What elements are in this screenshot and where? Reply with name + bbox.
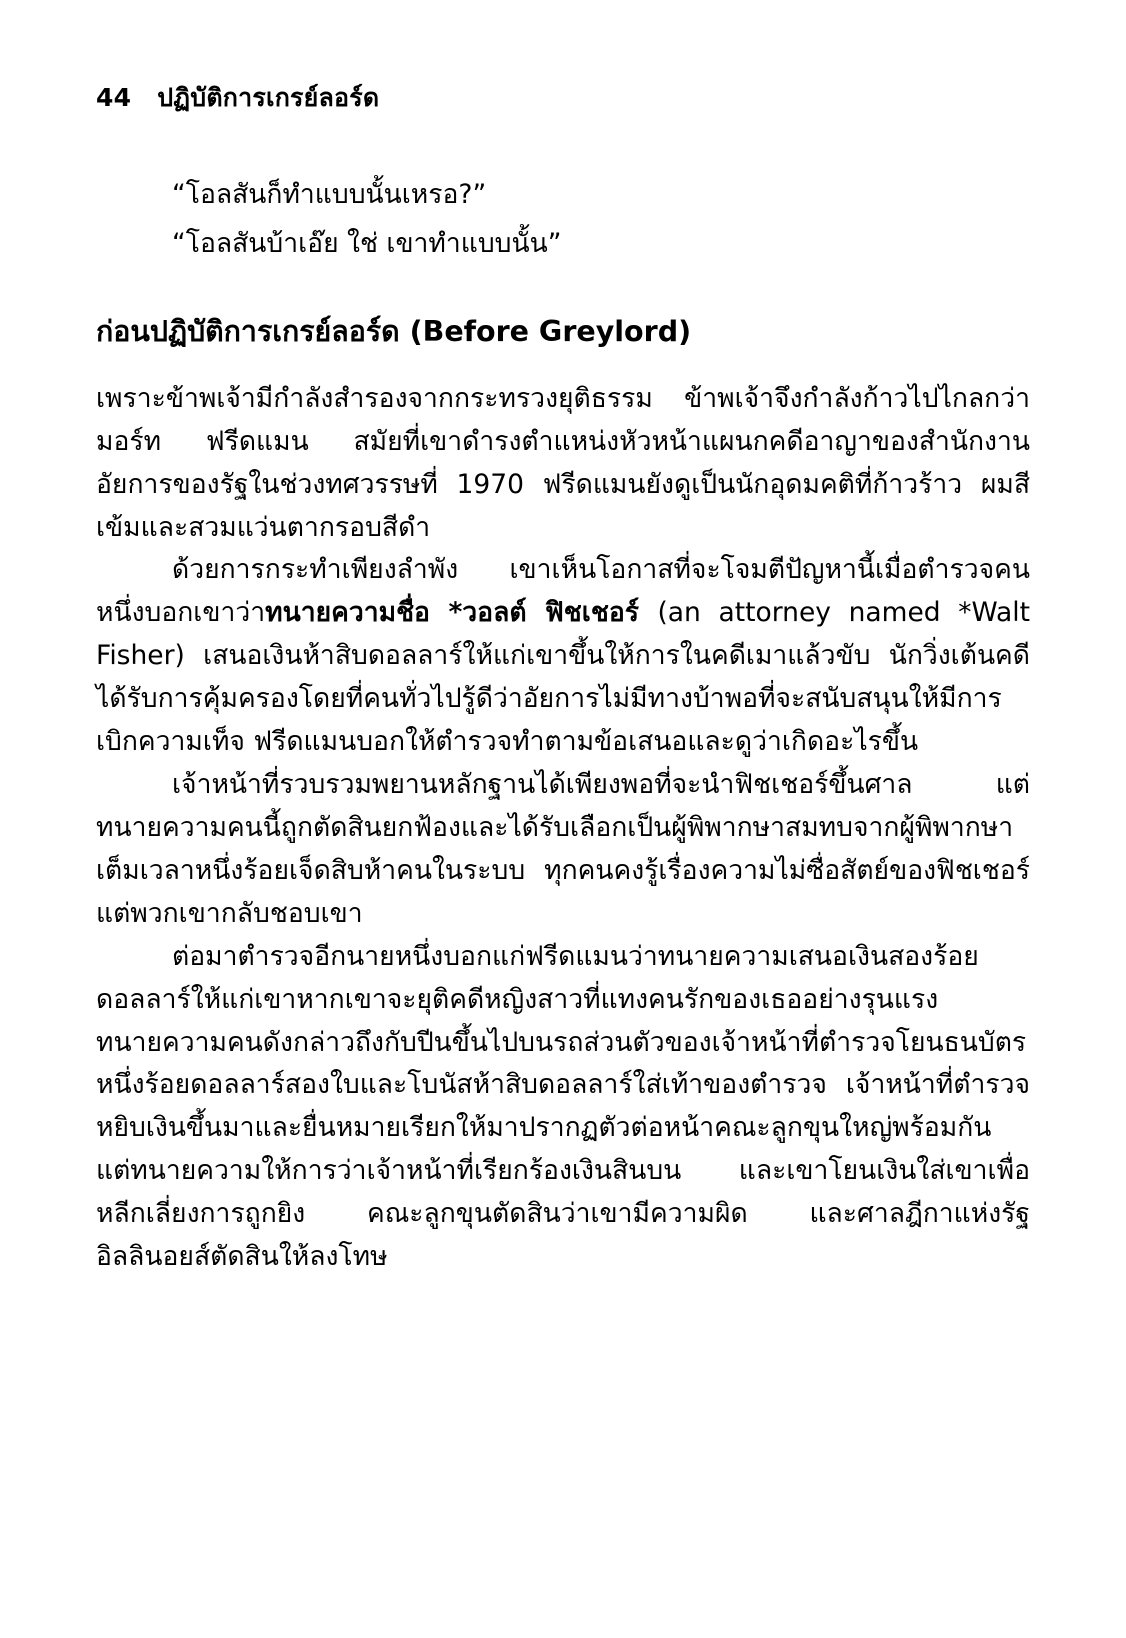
paragraph-2 <box>96 549 1030 764</box>
paragraph-2-tail: เสนอเงินห้าสิบดอลลาร์ให้แก่เขาขึ้นให้การในคดีเมาแล้วขับ นักวิ่งเต้นคดีได้รับการคุ้มครองโดยที่คนทั่วไปรู้ดีว่าอัยการไม่มีทางบ้าพอที่จะสนับสนุนให้มีการเบิกความเท็จ ฟรีดแมนบอกให้ตำรวจทำตามข้อเสนอและดูว่าเกิดอะไรขึ้น <box>96 640 1030 758</box>
paragraph-2-lead: ด้วยการกระทำเพียงลำพัง เขาเห็นโอกาสที่จะโจมตีปัญหานี้เมื่อตำรวจคนหนึ่งบอกเขาว่า <box>96 554 1030 629</box>
paragraph-4: ต่อมาตำรวจอีกนายหนึ่งบอกแก่ฟรีดแมนว่าทนายความเสนอเงินสองร้อยดอลลาร์ให้แก่เขาหากเขาจะยุติคดีหญิงสาวที่แทงคนรักของเธออย่างรุนแรง ทนายความคนดังกล่าวถึงกับปีนขึ้นไปบนรถส่วนตัวของเจ้าหน้าที่ตำรวจโยนธนบัตรหนึ่งร้อยดอลลาร์สองใบและโบนัสห้าสิบดอลลาร์ใส่เท้าของตำรวจ เจ้าหน้าที่ตำรวจหยิบเงินขึ้นมาและยื่นหมายเรียกให้มาปรากฏตัวต่อหน้าคณะลูกขุนใหญ่พร้อมกัน แต่ทนายความให้การว่าเจ้าหน้าที่เรียกร้องเงินสินบน และเขาโยนเงินใส่เขาเพื่อหลีกเลี่ยงการถูกยิง คณะลูกขุนตัดสินว่าเขามีความผิด และศาลฎีกาแห่งรัฐอิลลินอยส์ตัดสินให้ลงโทษ <box>96 940 1030 1273</box>
running-head <box>96 78 1030 118</box>
running-head-title: ปฏิบัติการเกรย์ลอร์ด <box>157 83 380 112</box>
attorney-name-thai: ทนายความชื่อ *วอลต์ ฟิชเชอร์ <box>265 597 658 629</box>
section-heading: ก่อนปฏิบัติการเกรย์ลอร์ด (Before Greylord) <box>96 314 692 348</box>
dialogue-line-2: “โอลสันบ้าเอ๊ย ใช่ เขาทำแบบนั้น” <box>172 227 562 259</box>
attorney-name-english: (an attorney named *Walt Fisher) <box>96 597 1030 672</box>
paragraph-1: เพราะข้าพเจ้ามีกำลังสำรองจากกระทรวงยุติธรรม ข้าพเจ้าจึงกำลังก้าวไปไกลกว่ามอร์ท ฟรีดแมน สมัยที่เขาดำรงตำแหน่งหัวหน้าแผนกคดีอาญาของสำนักงานอัยการของรัฐในช่วงทศวรรษที่ 1970 ฟรีดแมนยังดูเป็นนักอุดมคติที่ก้าวร้าว ผมสีเข้มและสวมแว่นตากรอบสีดำ <box>96 382 1030 543</box>
dialogue-line-1: “โอลสันก็ทำแบบนั้นเหรอ?” <box>172 179 487 210</box>
page-number: 44 <box>96 83 132 112</box>
body-text <box>96 378 1030 1279</box>
paragraph-3: เจ้าหน้าที่รวบรวมพยานหลักฐานได้เพียงพอที่จะนำฟิชเชอร์ขึ้นศาล แต่ทนายความคนนี้ถูกตัดสินยกฟ้องและได้รับเลือกเป็นผู้พิพากษาสมทบจากผู้พิพากษาเต็มเวลาหนึ่งร้อยเจ็ดสิบห้าคนในระบบ ทุกคนคงรู้เรื่องความไม่ซื่อสัตย์ของฟิชเชอร์ แต่พวกเขากลับชอบเขา <box>96 769 1030 929</box>
